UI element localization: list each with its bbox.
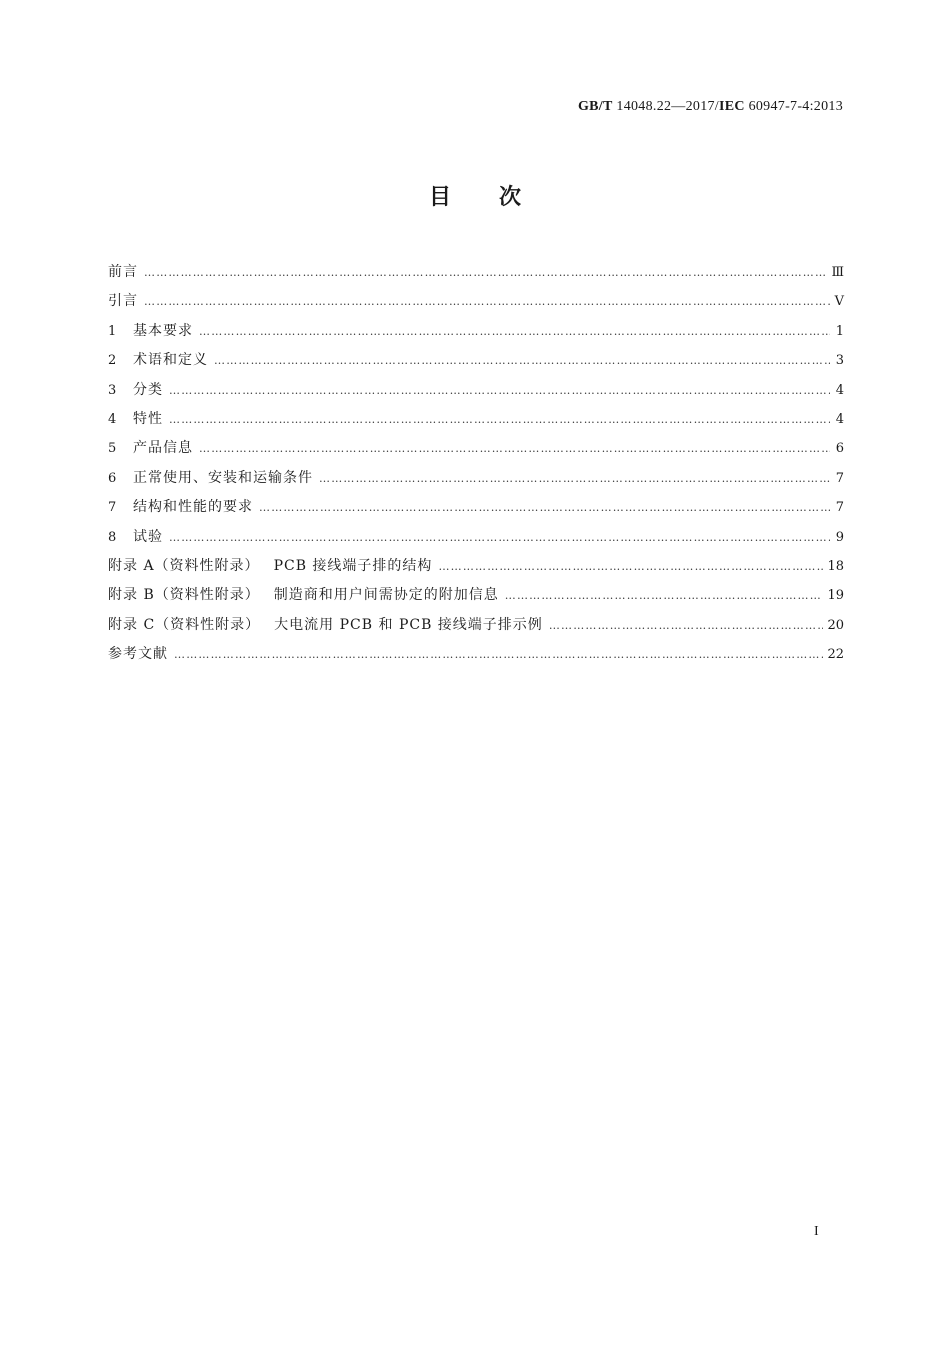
toc-entry-label: 前言: [108, 264, 138, 280]
toc-entry-page: Ⅲ: [831, 265, 844, 280]
toc-entry-bibliography[interactable]: [108, 640, 844, 669]
page-number: I: [814, 1224, 819, 1239]
toc-leader-dots: [214, 346, 830, 375]
toc-leader-dots: [199, 434, 830, 463]
toc-entry-foreword[interactable]: [108, 258, 844, 287]
toc-entry-label: [108, 581, 499, 610]
toc-entry-page: 18: [827, 558, 844, 574]
toc-entry-page: 7: [835, 470, 844, 486]
table-of-contents: [108, 258, 844, 669]
standard-number-header: [578, 99, 843, 115]
toc-entry-page: 19: [827, 588, 844, 604]
toc-entry-label: [108, 611, 543, 640]
toc-entry-page: 4: [835, 411, 844, 427]
toc-entry-number: 1: [108, 323, 117, 339]
toc-entry-number: 8: [108, 529, 117, 545]
toc-entry-label: [108, 552, 432, 581]
toc-entry-label: 基本要求: [133, 322, 193, 339]
toc-entry-label: 特性: [133, 410, 163, 427]
toc-leader-dots: [438, 552, 823, 581]
toc-entry-number: 4: [108, 411, 117, 427]
iec-code-number: 60947-7-4:2013: [744, 99, 843, 114]
toc-entry-label: 试验: [133, 528, 163, 545]
toc-entry-number: 3: [108, 382, 117, 398]
toc-entry-label: 结构和性能的要求: [133, 499, 253, 516]
toc-leader-dots: [144, 258, 827, 287]
toc-annex-designation: 附录 C（资料性附录）: [108, 616, 261, 633]
toc-entry-page: 3: [835, 353, 844, 369]
toc-entry-number: 7: [108, 500, 117, 516]
toc-entry-introduction[interactable]: [108, 287, 844, 316]
toc-leader-dots: [549, 611, 824, 640]
standard-code: GB/T: [577, 99, 613, 114]
toc-annex-designation: 附录 B（资料性附录）: [108, 587, 260, 604]
toc-entry-annex-b[interactable]: [108, 581, 844, 610]
toc-leader-dots: [174, 640, 823, 669]
toc-entry-section-6[interactable]: [108, 464, 844, 493]
toc-entry-page: Ⅴ: [834, 294, 844, 310]
toc-entry-section-2[interactable]: [108, 346, 844, 375]
toc-entry-section-4[interactable]: [108, 405, 844, 434]
toc-entry-section-7[interactable]: [108, 493, 844, 522]
toc-leader-dots: [144, 287, 830, 316]
page-title: 目次: [428, 185, 569, 210]
toc-annex-title: 制造商和用户间需协定的附加信息: [273, 587, 499, 604]
toc-leader-dots: [319, 464, 830, 493]
toc-entry-label: 产品信息: [133, 440, 193, 457]
toc-annex-title: PCB 接线端子排的结构: [273, 557, 433, 574]
toc-entry-number: 2: [108, 353, 117, 369]
toc-annex-designation: 附录 A（资料性附录）: [108, 557, 260, 574]
toc-entry-label: 正常使用、安装和运输条件: [133, 469, 313, 486]
toc-entry-label: 参考文献: [108, 646, 168, 663]
toc-entry-page: 9: [835, 529, 844, 545]
toc-annex-title: 大电流用 PCB 和 PCB 接线端子排示例: [274, 616, 543, 633]
toc-entry-number: 6: [108, 470, 117, 486]
toc-entry-page: 6: [835, 441, 844, 457]
toc-entry-page: 1: [835, 323, 844, 339]
toc-leader-dots: [169, 405, 830, 434]
toc-entry-section-8[interactable]: [108, 523, 844, 552]
toc-entry-section-3[interactable]: [108, 376, 844, 405]
iec-code: IEC: [718, 99, 745, 114]
toc-entry-annex-a[interactable]: [108, 552, 844, 581]
toc-entry-page: 20: [827, 617, 844, 633]
toc-entry-annex-c[interactable]: [108, 611, 844, 640]
standard-code-number: 14048.22—2017/: [612, 99, 719, 114]
toc-leader-dots: [505, 581, 824, 610]
toc-leader-dots: [199, 317, 830, 346]
toc-leader-dots: [259, 493, 830, 522]
toc-entry-label: 引言: [108, 293, 138, 310]
toc-entry-page: 7: [835, 500, 844, 516]
toc-entry-page: 4: [835, 382, 844, 398]
toc-leader-dots: [169, 376, 830, 405]
toc-entry-page: 22: [827, 647, 844, 663]
toc-entry-label: 术语和定义: [133, 352, 208, 369]
toc-entry-section-1[interactable]: [108, 317, 844, 346]
toc-leader-dots: [169, 523, 830, 552]
toc-entry-section-5[interactable]: [108, 434, 844, 463]
toc-entry-label: 分类: [133, 381, 163, 398]
toc-entry-number: 5: [108, 441, 117, 457]
